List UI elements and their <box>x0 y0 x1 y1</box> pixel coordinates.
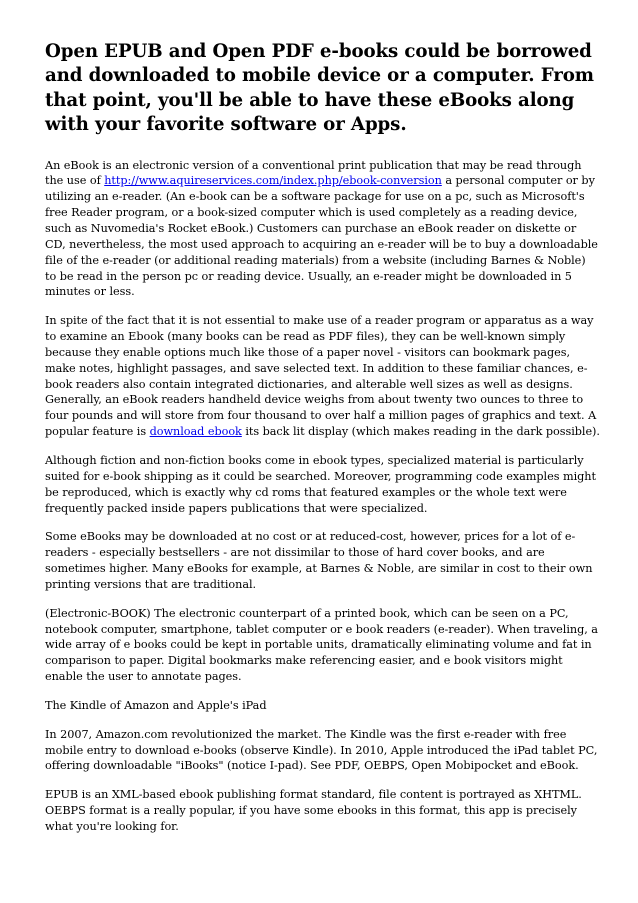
ebook-conversion-link[interactable]: http://www.aquireservices.com/index.php/ebook-conversion <box>104 174 442 188</box>
paragraph-pricing: Some eBooks may be downloaded at no cost or at reduced-cost, however, prices for a lot of e-readers - especially bestsellers - are not dissimilar to those of hard cover books, and are sometimes higher. Many eBooks for example, at Barnes & Noble, are similar in cost to their own printing versions that are traditional. <box>45 530 593 591</box>
paragraph-text: its back lit display (which makes reading in the dark possible). <box>241 425 600 439</box>
paragraph-amazon-apple: In 2007, Amazon.com revolutionized the market. The Kindle was the first e-reader with free mobile entry to download e-books (observe Kindle). In 2010, Apple introduced the iPad tablet PC, offering downloadable "iBooks" (notice I-pad). See PDF, OEBPS, Open Mobipocket and eBook. <box>45 727 598 773</box>
paragraph-epub-format: EPUB is an XML-based ebook publishing format standard, file content is portrayed as XHTML. OEBPS format is a really popular, if you have some ebooks in this format, this app is precisely what you're looking for. <box>45 788 582 833</box>
paragraph-specialized-material: Although fiction and non-fiction books come in ebook types, specialized material is particularly suited for e-book shipping as it could be searched. Moreover, programming code examples might be reproduced, which is exactly why cd roms that featured examples or the whole text were frequently packed inside papers publications that were specialized. <box>45 453 596 515</box>
paragraph-reader-features <box>45 313 600 440</box>
download-ebook-link[interactable]: download ebook <box>149 425 242 439</box>
paragraph-ebook-definition <box>45 158 600 301</box>
paragraph-text: In spite of the fact that it is not essential to make use of a reader program or apparatus as a way to examine an Ebook (many books can be read as PDF files), they can be well-known simply because they enable options much like those of a paper novel - visitors can bookmark pages, make notes, highlight passages, and save selected text. In addition to these familiar chances, e-book readers also contain integrated dictionaries, and alterable well sizes as well as designs. Generally, an eBook readers handheld device weighs from about twenty two ounces to three to four pounds and will store from four thousand to over half a million pages of graphics and text. A popular feature is <box>45 314 597 439</box>
paragraph-text: An eBook is an electronic version of a conventional print publication that may be read through the use of <box>45 158 582 188</box>
page-title: Open EPUB and Open PDF e-books could be borrowed and downloaded to mobile device or a computer. From that point, you'll be able to have these eBooks along with your favorite software or Apps. <box>45 41 594 136</box>
paragraph-text: a personal computer or by utilizing an e-reader. (An e-book can be a software package for use on a pc, such as Microsoft's free Reader program, or a book-sized computer which is used completely as a reading device, such as Nuvomedia's Rocket eBook.) Customers can purchase an eBook reader on diskette or CD, nevertheless, the most used approach to acquiring an e-reader will be to buy a downloadable file of the e-reader (or additional reading materials) from a website (including Barnes & Noble) to be read in the person pc or reading device. Usually, an e-reader might be downloaded in 5 minutes or less. <box>45 174 598 299</box>
document-page <box>45 40 600 848</box>
paragraph-subheading-kindle-ipad: The Kindle of Amazon and Apple's iPad <box>45 698 267 712</box>
paragraph-electronic-book: (Electronic-BOOK) The electronic counterpart of a printed book, which can be seen on a PC, notebook computer, smartphone, tablet computer or e book readers (e-reader). When traveling, a wide array of e books could be kept in portable units, dramatically eliminating volume and fat in comparison to paper. Digital bookmarks make referencing easier, and e book visitors might enable the user to annotate pages. <box>45 606 598 684</box>
